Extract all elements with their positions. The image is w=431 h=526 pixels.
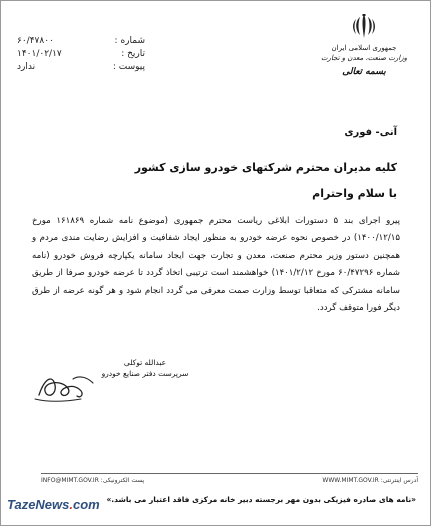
letter-attachment-row (17, 61, 145, 74)
letter-attachment-label: پیوست : (112, 62, 145, 72)
greeting: با سلام واحترام (312, 187, 397, 200)
footer-divider (41, 473, 418, 474)
site-watermark (7, 497, 100, 512)
ministry-name: وزارت صنعت، معدن و تجارت (320, 54, 408, 62)
footer-contact (41, 477, 418, 484)
letter-body: پیرو اجرای بند ۵ دستورات ابلاغی ریاست محترم جمهوری (موضوع نامه شماره ۱۶۱۸۶۹ مورخ ۱۴۰۰/۱۲/۱۵) در خصوص نحوه عرضه خودرو به منظور ایجاد شفافیت و افزایش رضایت مندی مردم و همچنین دستور وزیر محترم صنعت، معدن و تجارت جهت ایجاد سامانه یکپارچه فروش خودرو (نامه شماره ۶۰/۴۷۲۹۶ مورخ ۱۴۰۱/۲/۱۲) خواهشمند است ترتیبی اتخاذ گردد تا عرضه خودرو صرفا از طریق سامانه مشترکی که متعاقبا توسط وزارت صمت معرفی می گردد انجام شود و هر گونه عرضه از طرق دیگر فورا متوقف گردد. (32, 216, 400, 314)
watermark-dot: . (69, 497, 74, 512)
footer-website: آدرس اینترنتی: WWW.MIMT.GOV.IR (322, 477, 418, 484)
bismillah: بسمه تعالی (342, 67, 386, 77)
footer-email: پست الکترونیکی: INFO@MIMT.GOV.IR (41, 477, 145, 484)
letter-meta (17, 35, 145, 74)
letter-number-label: شماره : (114, 36, 145, 46)
iran-emblem-icon (349, 11, 379, 41)
watermark-tld: com (73, 497, 100, 512)
letter-attachment-value: ندارد (17, 62, 36, 72)
letter-number-value: ۶۰/۴۷۸۰۰ (17, 36, 54, 46)
letter-number-row (17, 35, 145, 48)
urgency-label: آنی- فوری (344, 127, 397, 138)
country-name: جمهوری اسلامی ایران (331, 44, 397, 52)
signature-block (85, 357, 205, 379)
letter-date-value: ۱۴۰۱/۰۲/۱۷ (17, 49, 62, 59)
signer-title: سرپرست دفتر صنایع خودرو (101, 369, 189, 378)
addressee: کلیه مدیران محترم شرکتهای خودرو سازی کشور (134, 161, 397, 174)
watermark-brand: TazeNews (7, 497, 70, 512)
ministry-header (320, 11, 408, 78)
letter-date-row (17, 48, 145, 61)
signer-name: عبدالله توکلی (123, 358, 167, 367)
footer-validity-note: «نامه های صادره فیزیکی بدون مهر برجسته دبیر خانه مرکزی فاقد اعتبار می باشد.» (106, 495, 416, 504)
handwritten-signature-icon (33, 369, 103, 405)
letter-date-label: تاریخ : (121, 49, 145, 59)
